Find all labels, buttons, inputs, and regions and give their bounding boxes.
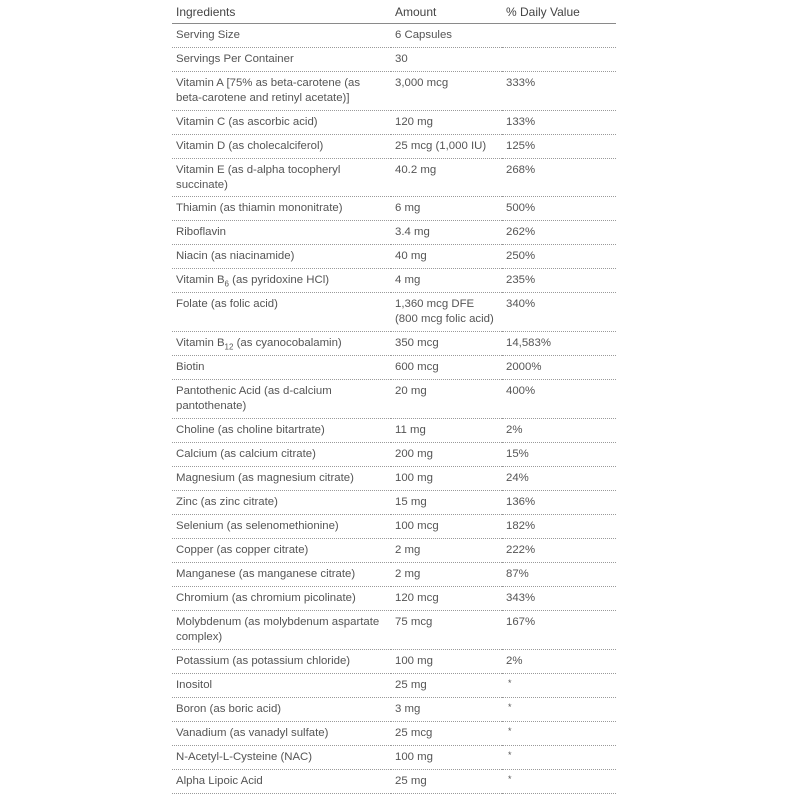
amount-cell: 15 mg	[391, 491, 502, 515]
table-row	[172, 770, 616, 794]
ingredient-cell: Manganese (as manganese citrate)	[172, 563, 391, 587]
amount-cell: 30	[391, 48, 502, 72]
ingredient-cell: Vitamin C (as ascorbic acid)	[172, 111, 391, 135]
table-row	[172, 491, 616, 515]
daily-value-cell: 15%	[502, 443, 616, 467]
daily-value-cell	[502, 24, 616, 48]
amount-cell: 100 mcg	[391, 515, 502, 539]
ingredient-cell: Choline (as choline bitartrate)	[172, 419, 391, 443]
ingredient-cell: Zinc (as zinc citrate)	[172, 491, 391, 515]
table-row	[172, 698, 616, 722]
header-daily-value: % Daily Value	[502, 0, 616, 24]
daily-value-cell: 136%	[502, 491, 616, 515]
amount-cell: 2 mg	[391, 539, 502, 563]
ingredient-cell: Servings Per Container	[172, 48, 391, 72]
header-ingredients: Ingredients	[172, 0, 391, 24]
daily-value-cell: 250%	[502, 245, 616, 269]
table-row	[172, 650, 616, 674]
ingredient-cell: Molybdenum (as molybdenum aspartate complex)	[172, 611, 391, 650]
daily-value-cell: 167%	[502, 611, 616, 650]
daily-value-cell: *	[502, 770, 616, 794]
daily-value-cell: 262%	[502, 221, 616, 245]
amount-cell: 100 mg	[391, 650, 502, 674]
amount-cell: 100 mg	[391, 467, 502, 491]
ingredient-cell: Copper (as copper citrate)	[172, 539, 391, 563]
daily-value-cell: 182%	[502, 515, 616, 539]
ingredient-cell: Riboflavin	[172, 221, 391, 245]
daily-value-cell: 235%	[502, 269, 616, 293]
table-row	[172, 746, 616, 770]
ingredient-cell: Thiamin (as thiamin mononitrate)	[172, 197, 391, 221]
header-row	[172, 0, 616, 24]
ingredient-subscript: 6	[224, 279, 229, 289]
amount-cell: 1,360 mcg DFE (800 mcg folic acid)	[391, 293, 502, 332]
daily-value-cell	[502, 48, 616, 72]
table-row	[172, 269, 616, 293]
daily-value-cell: *	[502, 722, 616, 746]
ingredient-cell: Serving Size	[172, 24, 391, 48]
daily-value-cell: 268%	[502, 159, 616, 197]
amount-cell: 120 mg	[391, 111, 502, 135]
amount-cell: 25 mg	[391, 674, 502, 698]
table-row	[172, 587, 616, 611]
table-row	[172, 293, 616, 332]
amount-cell: 200 mg	[391, 443, 502, 467]
ingredient-cell: Biotin	[172, 356, 391, 380]
daily-value-cell: 2000%	[502, 356, 616, 380]
table-row	[172, 48, 616, 72]
ingredient-cell: Vanadium (as vanadyl sulfate)	[172, 722, 391, 746]
amount-cell: 3,000 mcg	[391, 72, 502, 111]
table-row	[172, 467, 616, 491]
amount-cell: 75 mcg	[391, 611, 502, 650]
table-row	[172, 332, 616, 356]
table-row	[172, 563, 616, 587]
ingredient-name: Vitamin B	[176, 274, 225, 286]
daily-value-cell: 14,583%	[502, 332, 616, 356]
amount-cell: 350 mcg	[391, 332, 502, 356]
amount-cell: 25 mcg	[391, 722, 502, 746]
ingredient-source: (as cyanocobalamin)	[233, 337, 342, 349]
ingredient-cell: Chromium (as chromium picolinate)	[172, 587, 391, 611]
table-body	[172, 24, 616, 794]
amount-cell: 3.4 mg	[391, 221, 502, 245]
amount-cell: 40.2 mg	[391, 159, 502, 197]
header-amount: Amount	[391, 0, 502, 24]
daily-value-cell: *	[502, 674, 616, 698]
amount-cell: 11 mg	[391, 419, 502, 443]
daily-value-cell: 2%	[502, 419, 616, 443]
amount-cell: 25 mg	[391, 770, 502, 794]
daily-value-cell: 24%	[502, 467, 616, 491]
amount-cell: 4 mg	[391, 269, 502, 293]
table-row	[172, 111, 616, 135]
table-row	[172, 380, 616, 419]
daily-value-cell: 340%	[502, 293, 616, 332]
table-row	[172, 24, 616, 48]
ingredient-cell: Alpha Lipoic Acid	[172, 770, 391, 794]
ingredient-cell: Folate (as folic acid)	[172, 293, 391, 332]
daily-value-cell: *	[502, 698, 616, 722]
table-row	[172, 515, 616, 539]
table-row	[172, 443, 616, 467]
ingredient-cell: N-Acetyl-L-Cysteine (NAC)	[172, 746, 391, 770]
amount-cell: 6 mg	[391, 197, 502, 221]
ingredient-cell: Calcium (as calcium citrate)	[172, 443, 391, 467]
daily-value-cell: 87%	[502, 563, 616, 587]
table-row	[172, 356, 616, 380]
ingredient-cell: Inositol	[172, 674, 391, 698]
ingredient-cell: Selenium (as selenomethionine)	[172, 515, 391, 539]
amount-cell: 40 mg	[391, 245, 502, 269]
ingredient-cell: Magnesium (as magnesium citrate)	[172, 467, 391, 491]
table-row	[172, 221, 616, 245]
ingredient-cell: Potassium (as potassium chloride)	[172, 650, 391, 674]
daily-value-cell: 2%	[502, 650, 616, 674]
amount-cell: 25 mcg (1,000 IU)	[391, 135, 502, 159]
amount-cell: 600 mcg	[391, 356, 502, 380]
amount-cell: 100 mg	[391, 746, 502, 770]
table-row	[172, 539, 616, 563]
ingredient-cell	[172, 269, 391, 293]
table-row	[172, 722, 616, 746]
ingredient-cell: Vitamin A [75% as beta-carotene (as beta-carotene and retinyl acetate)]	[172, 72, 391, 111]
table-row	[172, 72, 616, 111]
amount-cell: 6 Capsules	[391, 24, 502, 48]
ingredient-cell: Vitamin D (as cholecalciferol)	[172, 135, 391, 159]
daily-value-cell: 400%	[502, 380, 616, 419]
ingredient-cell: Niacin (as niacinamide)	[172, 245, 391, 269]
ingredient-source: (as pyridoxine HCl)	[229, 274, 330, 286]
amount-cell: 2 mg	[391, 563, 502, 587]
table-row	[172, 159, 616, 197]
table-row	[172, 419, 616, 443]
ingredient-cell: Boron (as boric acid)	[172, 698, 391, 722]
amount-cell: 20 mg	[391, 380, 502, 419]
ingredient-cell: Vitamin E (as d-alpha tocopheryl succinate)	[172, 159, 391, 197]
table-row	[172, 611, 616, 650]
ingredient-cell	[172, 332, 391, 356]
daily-value-cell: *	[502, 746, 616, 770]
daily-value-cell: 333%	[502, 72, 616, 111]
daily-value-cell: 343%	[502, 587, 616, 611]
amount-cell: 120 mcg	[391, 587, 502, 611]
ingredient-name: Vitamin B	[176, 337, 225, 349]
table-row	[172, 135, 616, 159]
table-row	[172, 197, 616, 221]
ingredient-subscript: 12	[224, 342, 234, 352]
daily-value-cell: 500%	[502, 197, 616, 221]
ingredient-cell: Pantothenic Acid (as d-calcium pantothenate)	[172, 380, 391, 419]
amount-cell: 3 mg	[391, 698, 502, 722]
supplement-facts-table	[172, 0, 616, 794]
table-row	[172, 245, 616, 269]
table-row	[172, 674, 616, 698]
daily-value-cell: 222%	[502, 539, 616, 563]
daily-value-cell: 125%	[502, 135, 616, 159]
daily-value-cell: 133%	[502, 111, 616, 135]
